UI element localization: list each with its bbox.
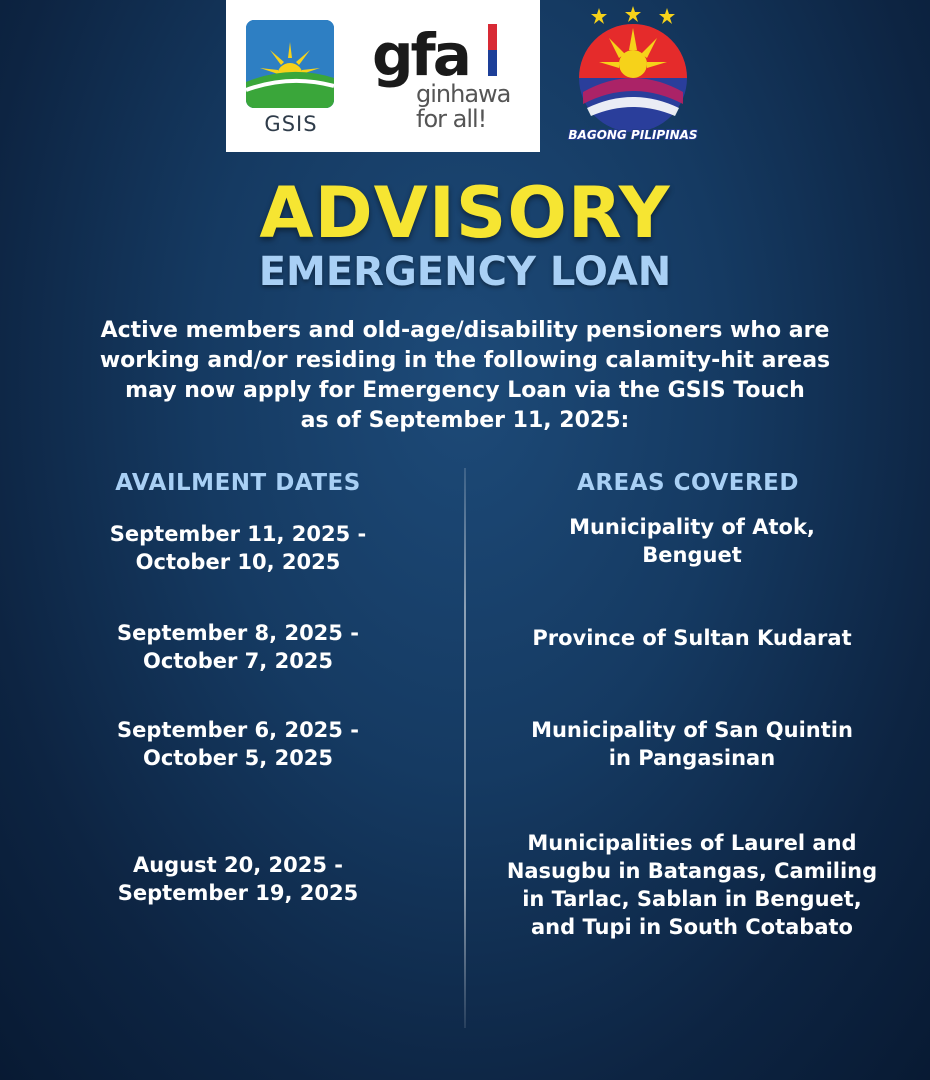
date-end: October 10, 2025 [135, 550, 341, 574]
date-start: September 11, 2025 - [109, 522, 367, 546]
availment-date [70, 619, 406, 675]
area-line: in Tarlac, Sablan in Benguet, [522, 887, 862, 911]
intro-line: may now apply for Emergency Loan via the GSIS Touch [125, 378, 805, 403]
availment-date [70, 716, 406, 772]
availment-date [70, 520, 406, 576]
gfa-wordmark: gfa [372, 21, 469, 89]
date-end: October 5, 2025 [142, 746, 334, 770]
bagong-pilipinas-logo [553, 4, 713, 150]
gfa-tagline [416, 82, 510, 132]
date-start: September 8, 2025 - [117, 621, 359, 645]
area-covered [478, 513, 906, 569]
gfa-flag-bar [488, 24, 497, 76]
area-line: and Tupi in South Cotabato [531, 915, 853, 939]
date-end: September 19, 2025 [117, 881, 359, 905]
area-line: Municipality of San Quintin [531, 718, 853, 742]
logo-banner [226, 0, 540, 152]
area-line: Benguet [642, 543, 742, 567]
areas-covered-header: AREAS COVERED [577, 470, 799, 496]
bagong-pilipinas-emblem-icon [553, 4, 713, 132]
gsis-wordmark: GSIS [264, 112, 318, 136]
area-covered [478, 624, 906, 652]
page-subtitle: EMERGENCY LOAN [258, 249, 672, 295]
area-line: in Pangasinan [608, 746, 776, 770]
gfa-tagline-line-2: for all! [416, 105, 487, 133]
area-line: Municipalities of Laurel and [527, 831, 857, 855]
gfa-logo [372, 18, 522, 142]
date-start: August 20, 2025 - [132, 853, 344, 877]
bagong-pilipinas-label: BAGONG PILIPINAS [568, 128, 698, 142]
gsis-sun-icon [246, 20, 334, 108]
date-end: October 7, 2025 [142, 649, 334, 673]
intro-line: as of September 11, 2025: [300, 408, 630, 433]
availment-dates-header: AVAILMENT DATES [115, 470, 361, 496]
gsis-logo [246, 20, 336, 138]
area-line: Province of Sultan Kudarat [532, 626, 852, 650]
intro-line: working and/or residing in the following calamity-hit areas [99, 348, 831, 373]
area-line: Municipality of Atok, [569, 515, 815, 539]
date-start: September 6, 2025 - [117, 718, 359, 742]
intro-paragraph [60, 316, 870, 436]
page-title: ADVISORY [259, 172, 671, 254]
area-line: Nasugbu in Batangas, Camiling [506, 859, 878, 883]
area-covered [478, 829, 906, 941]
column-divider [464, 468, 466, 1028]
gfa-tagline-line-1: ginhawa [416, 80, 511, 108]
availment-date [70, 851, 406, 907]
intro-line: Active members and old-age/disability pensioners who are [100, 318, 830, 343]
area-covered [478, 716, 906, 772]
